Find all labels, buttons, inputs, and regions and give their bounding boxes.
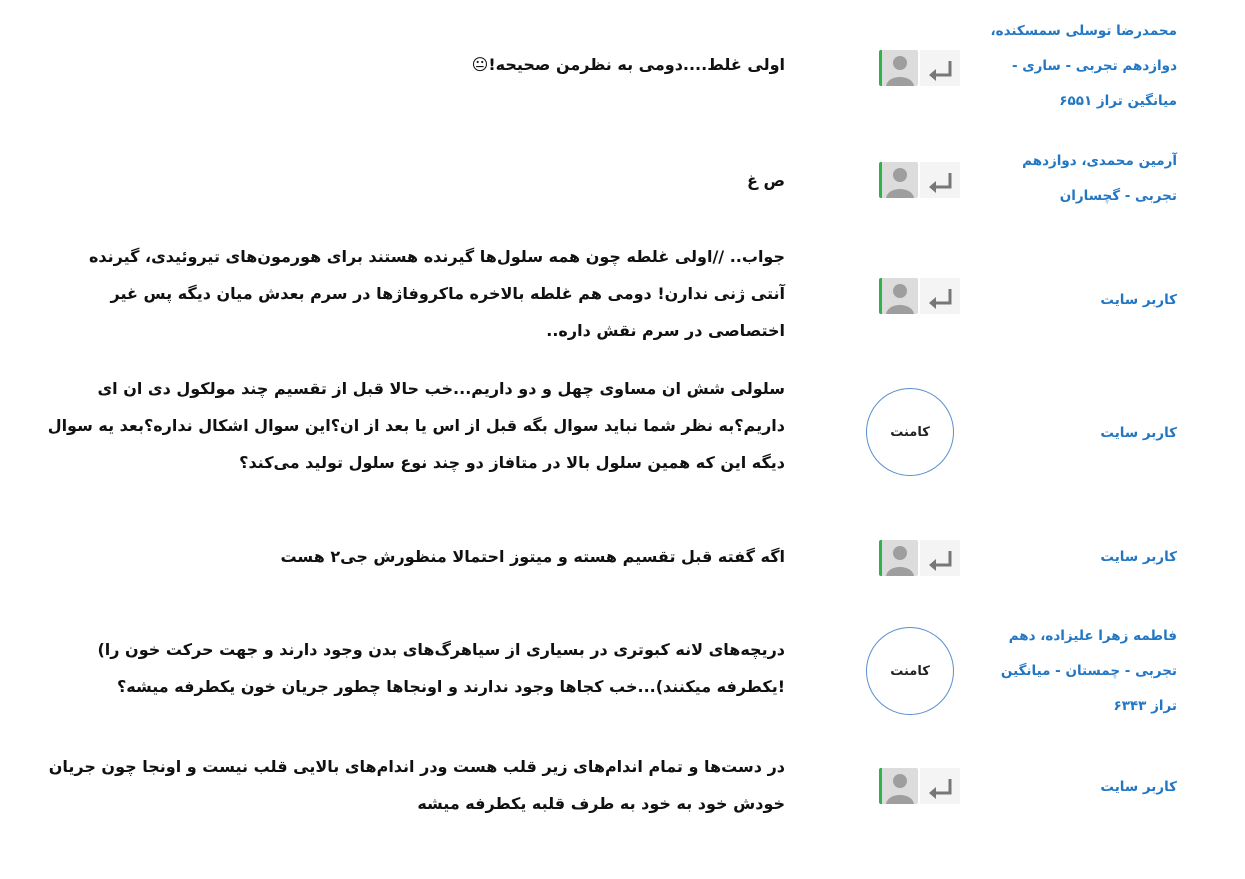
comment-text: جواب.. //اولی غلطه چون همه سلول‌ها گیرنده هستند برای هورمون‌های تیروئیدی، گیرنده آنتی ژنی ندارن! دومی هم غلطه بالاخره ماکروفاژها در سرم بعدش میان دیگه پس غیر اختصاصی در سرم نقش داره.. <box>88 247 785 340</box>
comment-author[interactable]: کاربر سایت <box>1100 779 1177 795</box>
comment-text: دریچه‌های لانه کبوتری در بسیاری از سیاهرگ‌های بدن وجود دارند و جهت حرکت خون را) !یکطرفه میکنند)...خب کجاها وجود ندارند و اونجاها چطور جریان خون یکطرفه میشه؟ <box>97 640 785 696</box>
avatar <box>879 278 918 314</box>
avatar <box>879 50 918 86</box>
avatar <box>879 540 918 576</box>
reply-arrow-icon[interactable] <box>920 50 960 86</box>
comment-author[interactable]: کاربر سایت <box>1100 549 1177 565</box>
comment-author[interactable]: کاربر سایت <box>1100 292 1177 308</box>
comment-text: اولی غلط....دومی به نظرمن صحیحه!😐 <box>471 55 785 74</box>
comment-text: در دست‌ها و تمام اندام‌های زیر قلب هست ودر اندام‌های بالایی قلب نیست و اونجا چون جریان خودش خود به خود به طرف قلبه یکطرفه میشه <box>48 757 785 813</box>
comment-author[interactable]: فاطمه زهرا علیزاده، دهم تجربی - چمستان - میانگین تراز ۶۳۴۳ <box>1000 628 1177 714</box>
comment-author[interactable]: محمدرضا توسلی سمسکنده، دوازدهم تجربی - ساری - میانگین تراز ۶۵۵۱ <box>990 23 1177 109</box>
comment-badge[interactable]: کامنت <box>866 627 954 715</box>
comment-author[interactable]: کاربر سایت <box>1100 425 1177 441</box>
avatar <box>879 162 918 198</box>
reply-arrow-icon[interactable] <box>920 768 960 804</box>
avatar-group <box>864 50 960 86</box>
avatar-group <box>864 540 960 576</box>
avatar-group <box>864 162 960 198</box>
reply-arrow-icon[interactable] <box>920 278 960 314</box>
reply-arrow-icon[interactable] <box>920 162 960 198</box>
comment-text: ص غ <box>746 171 785 190</box>
comment-text: اگه گفته قبل تقسیم هسته و میتوز احتمالا منظورش جی۲ هست <box>280 547 785 566</box>
reply-arrow-icon[interactable] <box>920 540 960 576</box>
comment-text: سلولی شش ان مساوی چهل و دو داریم...خب حالا قبل از تقسیم چند مولکول دی ان ای داریم؟به نظر شما نباید سوال بگه قبل از اس یا بعد از ان؟این سوال اشکال نداره؟بعد یه سوال دیگه این که همین سلول بالا در متافاز دو چند نوع سلول تولید می‌کند؟ <box>47 379 785 472</box>
avatar <box>879 768 918 804</box>
comment-author[interactable]: آرمین محمدی، دوازدهم تجربی - گچساران <box>1022 153 1177 204</box>
comment-badge[interactable]: کامنت <box>866 388 954 476</box>
avatar-group <box>864 278 960 314</box>
avatar-group <box>864 768 960 804</box>
